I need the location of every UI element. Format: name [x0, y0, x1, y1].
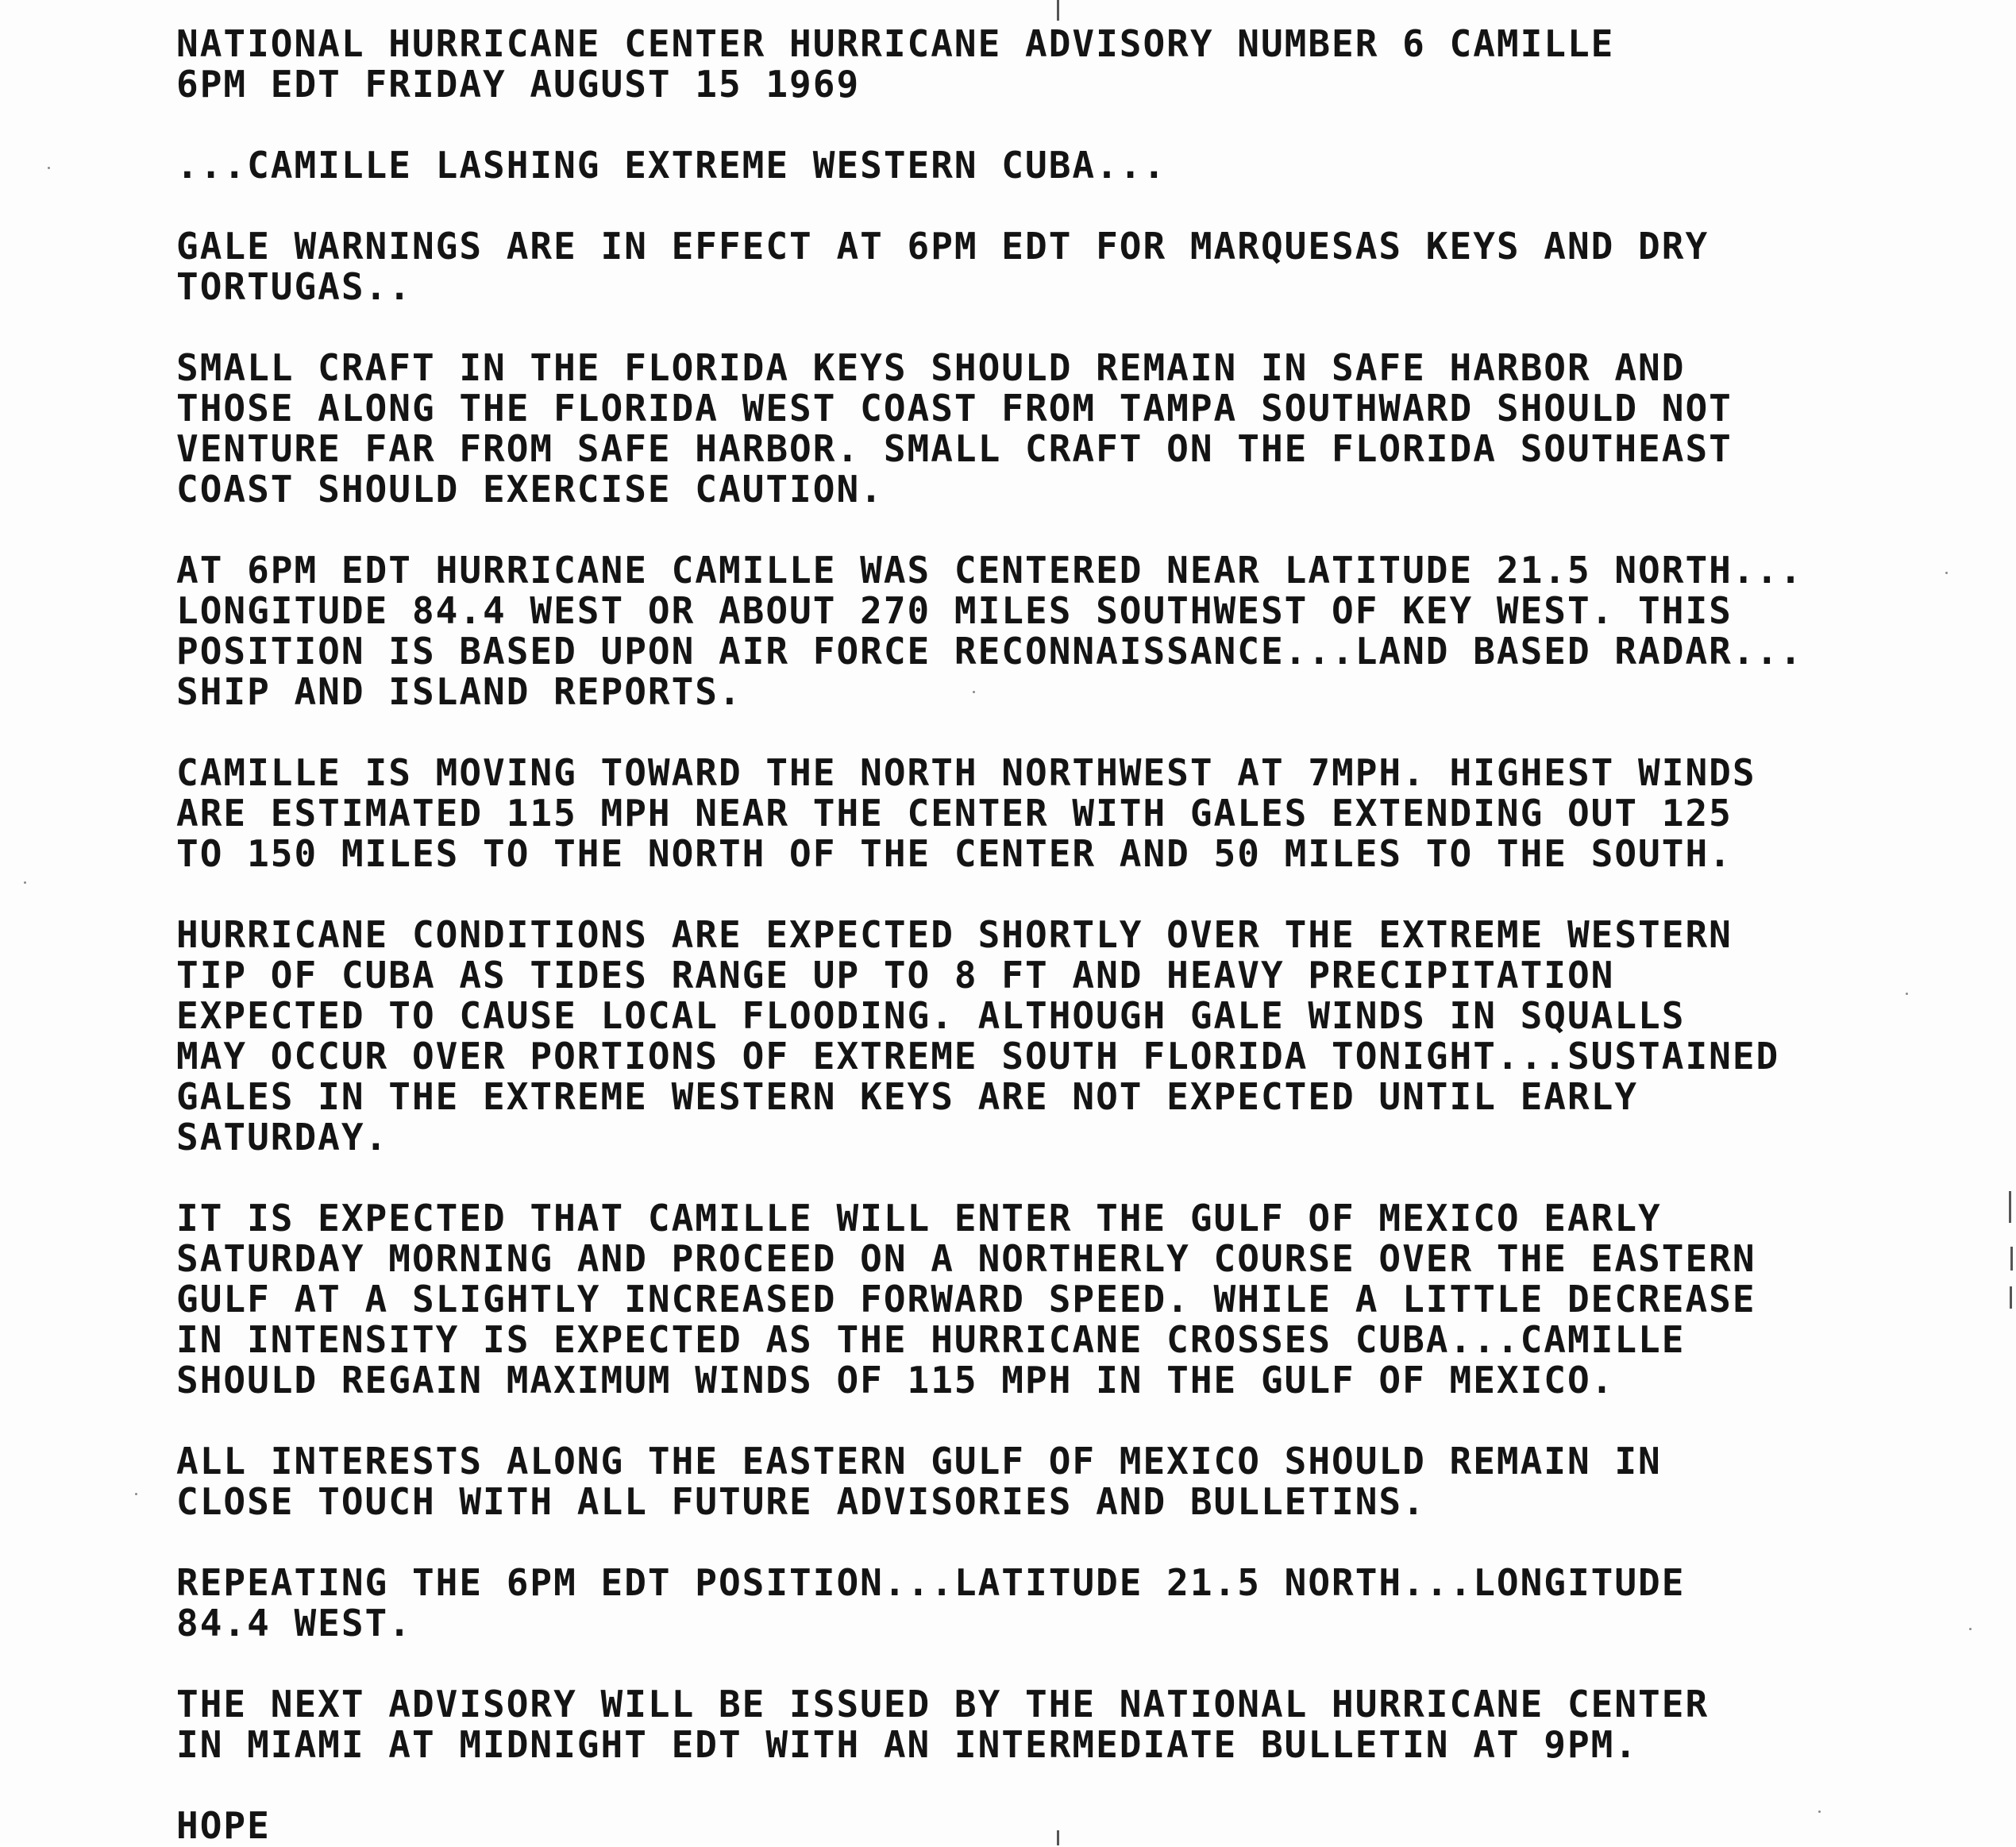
- paragraph-line: LONGITUDE 84.4 WEST OR ABOUT 270 MILES SOUTHWEST OF KEY WEST. THIS: [176, 589, 1733, 632]
- signature-block: [176, 1806, 1923, 1846]
- paragraph-line: THOSE ALONG THE FLORIDA WEST COAST FROM TAMPA SOUTHWARD SHOULD NOT: [176, 387, 1733, 430]
- conditions-paragraph: [176, 915, 1923, 1158]
- paragraph-line: IT IS EXPECTED THAT CAMILLE WILL ENTER THE GULF OF MEXICO EARLY: [176, 1197, 1662, 1240]
- advisory-document: [176, 24, 1923, 1846]
- paragraph-line: SMALL CRAFT IN THE FLORIDA KEYS SHOULD REMAIN IN SAFE HARBOR AND: [176, 346, 1686, 389]
- small-craft-paragraph: [176, 348, 1923, 510]
- paragraph-line: SHIP AND ISLAND REPORTS.: [176, 670, 742, 713]
- paragraph-line: GULF AT A SLIGHTLY INCREASED FORWARD SPEED. WHILE A LITTLE DECREASE: [176, 1278, 1756, 1321]
- paragraph-line: TIP OF CUBA AS TIDES RANGE UP TO 8 FT AND HEAVY PRECIPITATION: [176, 954, 1615, 997]
- paragraph-line: SATURDAY.: [176, 1116, 389, 1159]
- scan-mark-right-2: [2010, 1247, 2013, 1271]
- scan-speck: [135, 1493, 137, 1495]
- header-title: NATIONAL HURRICANE CENTER HURRICANE ADVISORY NUMBER 6 CAMILLE: [176, 22, 1615, 65]
- paragraph-line: MAY OCCUR OVER PORTIONS OF EXTREME SOUTH FLORIDA TONIGHT...SUSTAINED: [176, 1035, 1780, 1078]
- advisory-header: [176, 24, 1923, 105]
- repeating-position-paragraph: [176, 1563, 1923, 1644]
- paragraph-line: THE NEXT ADVISORY WILL BE ISSUED BY THE NATIONAL HURRICANE CENTER: [176, 1683, 1710, 1726]
- paragraph-line: GALE WARNINGS ARE IN EFFECT AT 6PM EDT FOR MARQUESAS KEYS AND DRY: [176, 225, 1710, 268]
- paragraph-line: EXPECTED TO CAUSE LOCAL FLOODING. ALTHOUGH GALE WINDS IN SQUALLS: [176, 994, 1686, 1037]
- scan-speck: [24, 881, 26, 884]
- scan-mark-top: [1057, 0, 1059, 21]
- paragraph-line: CLOSE TOUCH WITH ALL FUTURE ADVISORIES AND BULLETINS.: [176, 1480, 1426, 1523]
- paragraph-line: 84.4 WEST.: [176, 1602, 412, 1645]
- paragraph-line: GALES IN THE EXTREME WESTERN KEYS ARE NOT EXPECTED UNTIL EARLY: [176, 1075, 1639, 1118]
- paragraph-line: CAMILLE IS MOVING TOWARD THE NORTH NORTHWEST AT 7MPH. HIGHEST WINDS: [176, 751, 1756, 794]
- interests-paragraph: [176, 1441, 1923, 1522]
- paragraph-line: VENTURE FAR FROM SAFE HARBOR. SMALL CRAFT ON THE FLORIDA SOUTHEAST: [176, 427, 1733, 470]
- paragraph-line: TORTUGAS..: [176, 265, 412, 308]
- forecast-paragraph: [176, 1198, 1923, 1401]
- paragraph-line: ARE ESTIMATED 115 MPH NEAR THE CENTER WITH GALES EXTENDING OUT 125: [176, 792, 1733, 835]
- paragraph-line: ...CAMILLE LASHING EXTREME WESTERN CUBA...: [176, 144, 1167, 187]
- signature: HOPE: [176, 1804, 271, 1847]
- paragraph-line: COAST SHOULD EXERCISE CAUTION.: [176, 468, 884, 511]
- scan-mark-right-3: [2010, 1286, 2012, 1309]
- paragraph-line: TO 150 MILES TO THE NORTH OF THE CENTER AND 50 MILES TO THE SOUTH.: [176, 832, 1733, 875]
- paragraph-line: AT 6PM EDT HURRICANE CAMILLE WAS CENTERED NEAR LATITUDE 21.5 NORTH...: [176, 549, 1803, 592]
- paragraph-line: HURRICANE CONDITIONS ARE EXPECTED SHORTLY OVER THE EXTREME WESTERN: [176, 913, 1733, 956]
- paragraph-line: IN INTENSITY IS EXPECTED AS THE HURRICANE CROSSES CUBA...CAMILLE: [176, 1318, 1686, 1361]
- scan-mark-right-1: [2009, 1191, 2011, 1223]
- gale-warnings-paragraph: [176, 226, 1923, 307]
- header-dateline: 6PM EDT FRIDAY AUGUST 15 1969: [176, 63, 861, 106]
- paragraph-line: SHOULD REGAIN MAXIMUM WINDS OF 115 MPH IN THE GULF OF MEXICO.: [176, 1359, 1615, 1402]
- paragraph-line: SATURDAY MORNING AND PROCEED ON A NORTHERLY COURSE OVER THE EASTERN: [176, 1237, 1756, 1280]
- headline-paragraph: [176, 145, 1923, 186]
- paragraph-line: ALL INTERESTS ALONG THE EASTERN GULF OF MEXICO SHOULD REMAIN IN: [176, 1440, 1662, 1483]
- next-advisory-paragraph: [176, 1684, 1923, 1765]
- paragraph-line: POSITION IS BASED UPON AIR FORCE RECONNAISSANCE...LAND BASED RADAR...: [176, 630, 1803, 673]
- paragraph-line: REPEATING THE 6PM EDT POSITION...LATITUDE 21.5 NORTH...LONGITUDE: [176, 1561, 1686, 1604]
- scan-speck: [1969, 1628, 1972, 1630]
- movement-paragraph: [176, 753, 1923, 874]
- scan-speck: [48, 167, 50, 169]
- position-paragraph: [176, 550, 1923, 712]
- scan-speck: [1945, 572, 1948, 574]
- paragraph-line: IN MIAMI AT MIDNIGHT EDT WITH AN INTERMEDIATE BULLETIN AT 9PM.: [176, 1723, 1639, 1766]
